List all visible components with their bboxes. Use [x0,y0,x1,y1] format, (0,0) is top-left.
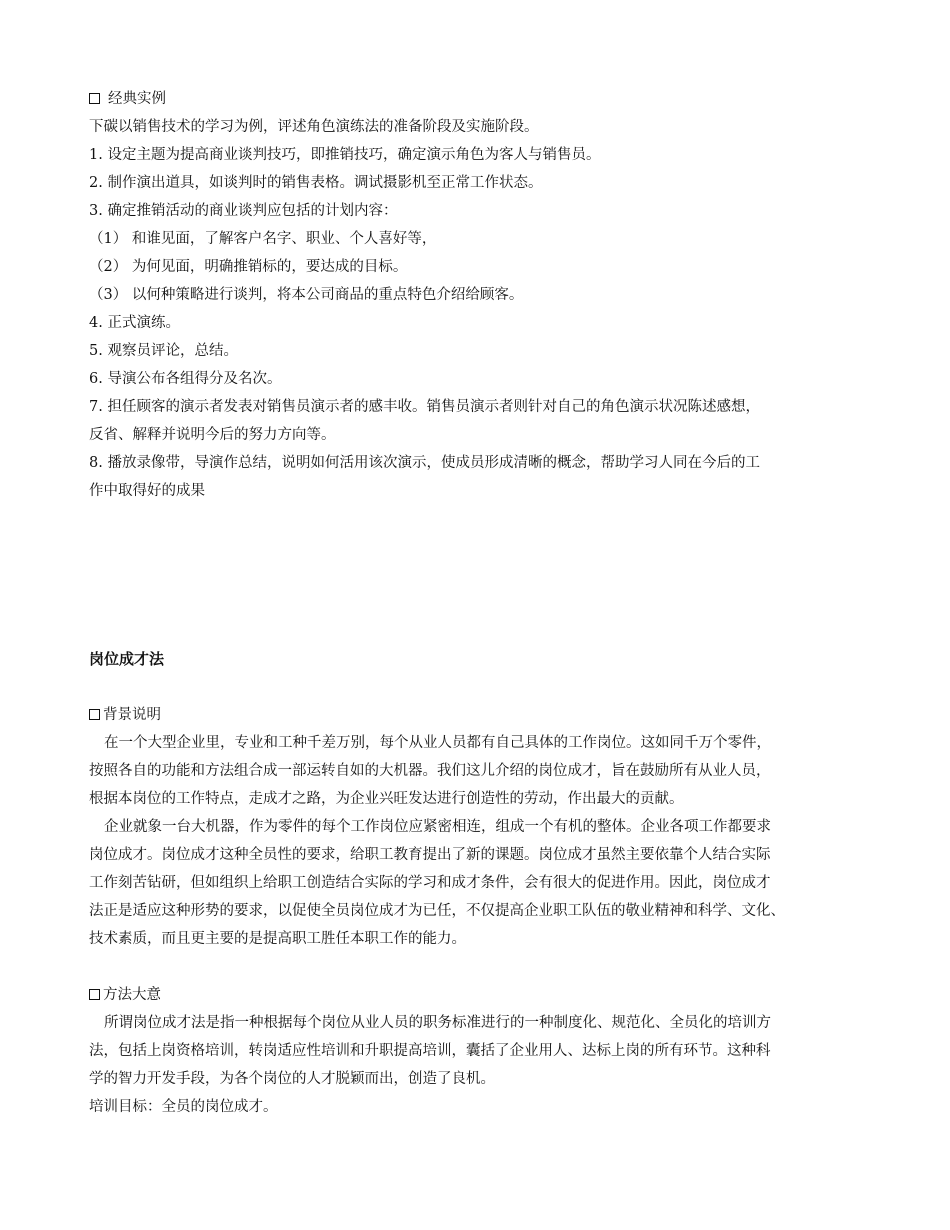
paragraph-line: 学的智力开发手段，为各个岗位的人才脱颖而出，创造了良机。 [89,1071,495,1087]
checkbox-icon [89,989,100,1000]
list-item: 4. 正式演练。 [89,315,180,331]
paragraph-line: 企业就象一台大机器，作为零件的每个工作岗位应紧密相连，组成一个有机的整体。企业各项工作都要求 [104,819,771,835]
subsection-heading-method [89,985,161,1005]
list-item: 8. 播放录像带，导演作总结，说明如何活用该次演示，使成员形成清晰的概念，帮助学习人同在今后的工 [89,455,760,471]
intro-paragraph: 下碳以销售技术的学习为例，评述角色演练法的准备阶段及实施阶段。 [89,119,539,135]
paragraph-line: 法正是适应这种形势的要求，以促使全员岗位成才为已任，不仅提高企业职工队伍的敬业精神和科学、文化、 [89,903,785,919]
paragraph-line: 技术素质，而且更主要的是提高职工胜任本职工作的能力。 [89,931,466,947]
list-item-continuation: 作中取得好的成果 [89,483,205,499]
list-item: 3. 确定推销活动的商业谈判应包括的计划内容： [89,203,398,219]
section-heading-classic-example [89,89,166,109]
heading-text: 背景说明 [103,707,161,723]
paragraph-line: 所谓岗位成才法是指一种根据每个岗位从业人员的职务标准进行的一种制度化、规范化、全员化的培训方 [104,1015,771,1031]
paragraph-line: 法，包括上岗资格培训，转岗适应性培训和升职提高培训，囊括了企业用人、达标上岗的所有环节。这种科 [89,1043,771,1059]
sub-list-item: （3） 以何种策略进行谈判，将本公司商品的重点特色介绍给顾客。 [89,287,524,303]
sub-list-item: （2） 为何见面，明确推销标的，要达成的目标。 [89,259,408,275]
section-title: 岗位成才法 [89,650,165,668]
heading-text: 经典实例 [108,91,166,107]
paragraph-line: 在一个大型企业里，专业和工种千差万别，每个从业人员都有自己具体的工作岗位。这如同千万个零件， [104,735,771,751]
subsection-heading-background [89,705,161,725]
paragraph-line: 工作刻苦钻研，但如组织上给职工创造结合实际的学习和成才条件，会有很大的促进作用。因此，岗位成才 [89,875,771,891]
paragraph-line: 岗位成才。岗位成才这种全员性的要求，给职工教育提出了新的课题。岗位成才虽然主要依靠个人结合实际 [89,847,771,863]
checkbox-icon [89,709,100,720]
list-item: 6. 导演公布各组得分及名次。 [89,371,282,387]
paragraph-line: 按照各自的功能和方法组合成一部运转自如的大机器。我们这儿介绍的岗位成才，旨在鼓励所有从业人员， [89,763,771,779]
list-item: 1. 设定主题为提高商业谈判技巧，即推销技巧，确定演示角色为客人与销售员。 [89,147,601,163]
paragraph-line: 根据本岗位的工作特点，走成才之路，为企业兴旺发达进行创造性的劳动，作出最大的贡献。 [89,791,684,807]
list-item: 2. 制作演出道具，如谈判时的销售表格。调试摄影机至正常工作状态。 [89,175,543,191]
sub-list-item: （1） 和谁见面，了解客户名字、职业、个人喜好等， [89,231,437,247]
heading-text: 方法大意 [103,987,161,1003]
checkbox-icon [89,93,100,104]
training-goal: 培训目标：全员的岗位成才。 [89,1099,278,1115]
list-item: 7. 担任顾客的演示者发表对销售员演示者的感丰收。销售员演示者则针对自己的角色演示状况陈述感想， [89,399,760,415]
list-item: 5. 观察员评论，总结。 [89,343,238,359]
list-item-continuation: 反省、解释并说明今后的努力方向等。 [89,427,336,443]
